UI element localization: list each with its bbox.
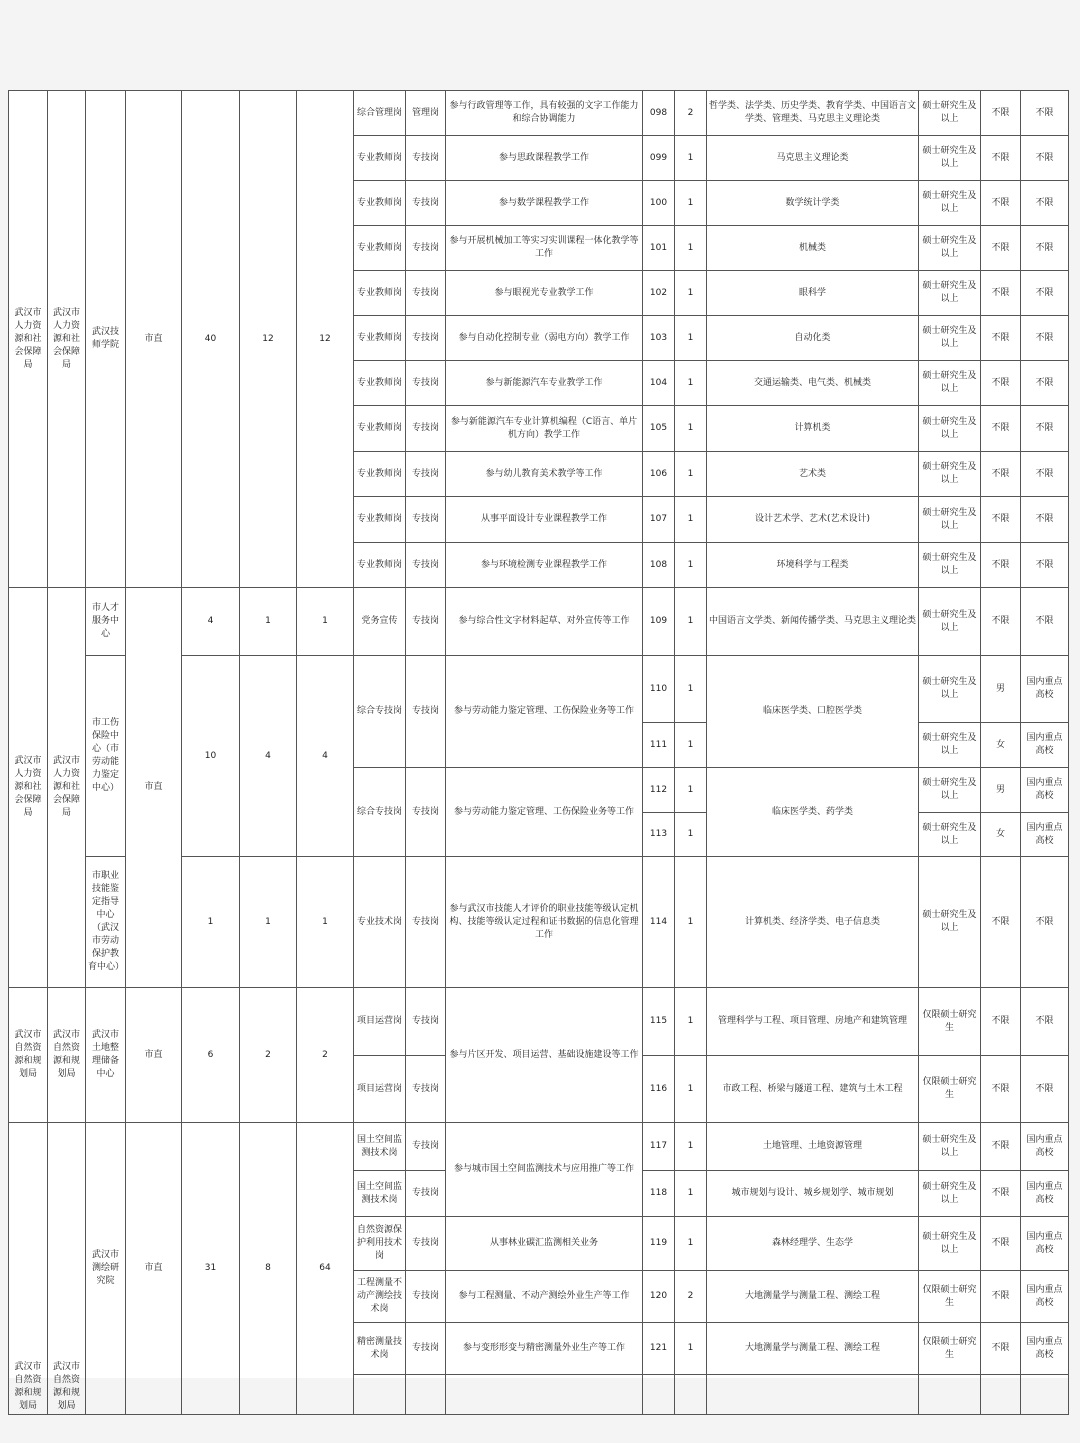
post-quota-cell: 1 [675, 271, 707, 316]
level-cell: 市直 [126, 588, 182, 988]
education-cell: 硕士研究生及以上 [919, 361, 981, 406]
post-quota-cell: 2 [675, 1271, 707, 1323]
education-cell: 硕士研究生及以上 [919, 271, 981, 316]
empty-cell [406, 1375, 446, 1415]
post-name-cell: 自然资源保护利用技术岗 [354, 1217, 406, 1271]
post-type-cell: 专技岗 [406, 497, 446, 543]
post-description-cell: 参与劳动能力鉴定管理、工伤保险业务等工作 [446, 768, 643, 857]
post-description-cell: 参与幼儿教育美术教学等工作 [446, 452, 643, 497]
gender-cell: 不限 [981, 588, 1021, 656]
post-name-cell: 精密测量技术岗 [354, 1323, 406, 1375]
post-name-cell: 综合管理岗 [354, 91, 406, 136]
staff-quota-cell: 31 [182, 1123, 240, 1415]
major-cell: 哲学类、法学类、历史学类、教育学类、中国语言文学类、管理类、马克思主义理论类 [707, 91, 919, 136]
table-row [9, 91, 1069, 136]
school-cell: 国内重点高校 [1021, 813, 1069, 857]
post-code-cell: 117 [643, 1123, 675, 1171]
unit-cell: 市职业技能鉴定指导中心（武汉市劳动保护教育中心） [86, 857, 126, 988]
gender-cell: 不限 [981, 316, 1021, 361]
post-description-cell: 参与城市国土空间监测技术与应用推广等工作 [446, 1123, 643, 1217]
unit-cell: 武汉技师学院 [86, 91, 126, 588]
major-cell: 中国语言文学类、新闻传播学类、马克思主义理论类 [707, 588, 919, 656]
post-code-cell: 098 [643, 91, 675, 136]
gender-cell: 女 [981, 723, 1021, 768]
school-cell: 不限 [1021, 181, 1069, 226]
gender-cell: 不限 [981, 226, 1021, 271]
vacancy-cell: 8 [240, 1123, 297, 1415]
school-cell: 国内重点高校 [1021, 1123, 1069, 1171]
school-cell: 不限 [1021, 271, 1069, 316]
post-description-cell: 参与武汉市技能人才评价的职业技能等级认定机构、技能等级认定过程和证书数据的信息化管理工作 [446, 857, 643, 988]
post-name-cell: 专业教师岗 [354, 181, 406, 226]
major-cell: 计算机类、经济学类、电子信息类 [707, 857, 919, 988]
empty-cell [919, 1375, 981, 1415]
education-cell: 仅限硕士研究生 [919, 1323, 981, 1375]
post-name-cell: 国土空间监测技术岗 [354, 1123, 406, 1171]
school-cell: 国内重点高校 [1021, 1271, 1069, 1323]
post-name-cell: 专业教师岗 [354, 271, 406, 316]
post-name-cell: 专业教师岗 [354, 316, 406, 361]
education-cell: 硕士研究生及以上 [919, 181, 981, 226]
job-table [8, 90, 1069, 1415]
gender-cell: 不限 [981, 181, 1021, 226]
post-type-cell: 专技岗 [406, 656, 446, 768]
post-type-cell: 专技岗 [406, 1217, 446, 1271]
post-code-cell: 103 [643, 316, 675, 361]
department-cell: 武汉市人力资源和社会保障局 [9, 588, 48, 988]
major-cell: 自动化类 [707, 316, 919, 361]
post-code-cell: 112 [643, 768, 675, 813]
post-code-cell: 119 [643, 1217, 675, 1271]
major-cell: 市政工程、桥梁与隧道工程、建筑与土木工程 [707, 1056, 919, 1123]
gender-cell: 不限 [981, 1171, 1021, 1217]
post-code-cell: 104 [643, 361, 675, 406]
post-code-cell: 115 [643, 988, 675, 1056]
major-cell: 森林经理学、生态学 [707, 1217, 919, 1271]
gender-cell: 男 [981, 768, 1021, 813]
empty-cell [354, 1375, 406, 1415]
gender-cell: 不限 [981, 361, 1021, 406]
gender-cell: 不限 [981, 1056, 1021, 1123]
job-table-scan [8, 90, 1068, 1411]
level-cell: 市直 [126, 1123, 182, 1415]
school-cell: 不限 [1021, 316, 1069, 361]
plan-count-cell: 1 [297, 857, 354, 988]
post-description-cell: 从事平面设计专业课程教学工作 [446, 497, 643, 543]
post-description-cell: 参与数学课程教学工作 [446, 181, 643, 226]
major-cell: 数学统计学类 [707, 181, 919, 226]
level-cell: 市直 [126, 988, 182, 1123]
post-type-cell: 专技岗 [406, 452, 446, 497]
post-code-cell: 120 [643, 1271, 675, 1323]
post-description-cell: 参与新能源汽车专业计算机编程（C语言、单片机方向）教学工作 [446, 406, 643, 452]
school-cell: 国内重点高校 [1021, 723, 1069, 768]
post-quota-cell: 1 [675, 1323, 707, 1375]
post-code-cell: 107 [643, 497, 675, 543]
post-name-cell: 工程测量不动产测绘技术岗 [354, 1271, 406, 1323]
post-name-cell: 综合专技岗 [354, 656, 406, 768]
post-name-cell: 专业教师岗 [354, 406, 406, 452]
major-cell: 设计艺术学、艺术(艺术设计) [707, 497, 919, 543]
post-quota-cell: 1 [675, 723, 707, 768]
post-code-cell: 106 [643, 452, 675, 497]
department-cell: 武汉市人力资源和社会保障局 [9, 91, 48, 588]
school-cell: 国内重点高校 [1021, 656, 1069, 723]
major-cell: 大地测量学与测量工程、测绘工程 [707, 1323, 919, 1375]
education-cell: 硕士研究生及以上 [919, 452, 981, 497]
major-cell: 眼科学 [707, 271, 919, 316]
post-quota-cell: 1 [675, 1123, 707, 1171]
post-quota-cell: 1 [675, 452, 707, 497]
unit-cell: 市工伤保险中心（市劳动能力鉴定中心） [86, 656, 126, 857]
post-quota-cell: 1 [675, 768, 707, 813]
post-code-cell: 118 [643, 1171, 675, 1217]
post-type-cell: 专技岗 [406, 1123, 446, 1171]
post-name-cell: 专业技术岗 [354, 857, 406, 988]
post-name-cell: 项目运营岗 [354, 1056, 406, 1123]
education-cell: 硕士研究生及以上 [919, 497, 981, 543]
gender-cell: 不限 [981, 1217, 1021, 1271]
gender-cell: 不限 [981, 497, 1021, 543]
post-type-cell: 专技岗 [406, 361, 446, 406]
school-cell: 国内重点高校 [1021, 1323, 1069, 1375]
vacancy-cell: 4 [240, 656, 297, 857]
major-cell: 计算机类 [707, 406, 919, 452]
post-type-cell: 专技岗 [406, 588, 446, 656]
plan-count-cell: 64 [297, 1123, 354, 1415]
school-cell: 不限 [1021, 588, 1069, 656]
post-description-cell: 参与行政管理等工作，具有较强的文字工作能力和综合协调能力 [446, 91, 643, 136]
post-name-cell: 专业教师岗 [354, 543, 406, 588]
vacancy-cell: 1 [240, 857, 297, 988]
vacancy-cell: 12 [240, 91, 297, 588]
school-cell: 国内重点高校 [1021, 1217, 1069, 1271]
department-cell: 武汉市自然资源和规划局 [9, 1123, 48, 1415]
post-quota-cell: 1 [675, 361, 707, 406]
post-name-cell: 专业教师岗 [354, 497, 406, 543]
hiring-agency-cell: 武汉市人力资源和社会保障局 [48, 588, 86, 988]
vacancy-cell: 2 [240, 988, 297, 1123]
post-name-cell: 专业教师岗 [354, 136, 406, 181]
major-cell: 土地管理、土地资源管理 [707, 1123, 919, 1171]
education-cell: 硕士研究生及以上 [919, 588, 981, 656]
hiring-agency-cell: 武汉市自然资源和规划局 [48, 988, 86, 1123]
education-cell: 硕士研究生及以上 [919, 543, 981, 588]
post-code-cell: 108 [643, 543, 675, 588]
major-cell: 交通运输类、电气类、机械类 [707, 361, 919, 406]
empty-cell [643, 1375, 675, 1415]
post-quota-cell: 1 [675, 543, 707, 588]
school-cell: 国内重点高校 [1021, 1171, 1069, 1217]
post-description-cell: 参与新能源汽车专业教学工作 [446, 361, 643, 406]
post-name-cell: 项目运营岗 [354, 988, 406, 1056]
major-cell: 环境科学与工程类 [707, 543, 919, 588]
post-description-cell: 从事林业碳汇监测相关业务 [446, 1217, 643, 1271]
education-cell: 硕士研究生及以上 [919, 1123, 981, 1171]
post-quota-cell: 1 [675, 813, 707, 857]
gender-cell: 男 [981, 656, 1021, 723]
education-cell: 硕士研究生及以上 [919, 406, 981, 452]
post-name-cell: 专业教师岗 [354, 361, 406, 406]
post-description-cell: 参与眼视光专业教学工作 [446, 271, 643, 316]
education-cell: 硕士研究生及以上 [919, 91, 981, 136]
level-cell: 市直 [126, 91, 182, 588]
post-quota-cell: 1 [675, 226, 707, 271]
post-description-cell: 参与劳动能力鉴定管理、工伤保险业务等工作 [446, 656, 643, 768]
gender-cell: 不限 [981, 1123, 1021, 1171]
post-type-cell: 专技岗 [406, 1323, 446, 1375]
gender-cell: 不限 [981, 91, 1021, 136]
table-row [9, 588, 1069, 656]
plan-count-cell: 4 [297, 656, 354, 857]
post-quota-cell: 1 [675, 988, 707, 1056]
staff-quota-cell: 40 [182, 91, 240, 588]
school-cell: 不限 [1021, 136, 1069, 181]
post-quota-cell: 1 [675, 1056, 707, 1123]
post-name-cell: 综合专技岗 [354, 768, 406, 857]
post-description-cell: 参与开展机械加工等实习实训课程一体化教学等工作 [446, 226, 643, 271]
education-cell: 硕士研究生及以上 [919, 136, 981, 181]
post-type-cell: 专技岗 [406, 316, 446, 361]
education-cell: 硕士研究生及以上 [919, 723, 981, 768]
post-quota-cell: 1 [675, 588, 707, 656]
plan-count-cell: 2 [297, 988, 354, 1123]
major-cell: 临床医学类、口腔医学类 [707, 656, 919, 768]
post-quota-cell: 1 [675, 136, 707, 181]
school-cell: 不限 [1021, 406, 1069, 452]
major-cell: 城市规划与设计、城乡规划学、城市规划 [707, 1171, 919, 1217]
gender-cell: 女 [981, 813, 1021, 857]
school-cell: 不限 [1021, 361, 1069, 406]
post-description-cell: 参与思政课程教学工作 [446, 136, 643, 181]
post-code-cell: 102 [643, 271, 675, 316]
staff-quota-cell: 10 [182, 656, 240, 857]
gender-cell: 不限 [981, 271, 1021, 316]
empty-cell [981, 1375, 1021, 1415]
empty-cell [675, 1375, 707, 1415]
table-row [9, 1123, 1069, 1171]
post-quota-cell: 1 [675, 1171, 707, 1217]
education-cell: 硕士研究生及以上 [919, 316, 981, 361]
post-type-cell: 专技岗 [406, 857, 446, 988]
post-code-cell: 105 [643, 406, 675, 452]
post-description-cell: 参与自动化控制专业（弱电方向）教学工作 [446, 316, 643, 361]
school-cell: 不限 [1021, 226, 1069, 271]
school-cell: 不限 [1021, 543, 1069, 588]
education-cell: 硕士研究生及以上 [919, 857, 981, 988]
post-type-cell: 专技岗 [406, 988, 446, 1056]
post-description-cell: 参与环境检测专业课程教学工作 [446, 543, 643, 588]
post-description-cell: 参与工程测量、不动产测绘外业生产等工作 [446, 1271, 643, 1323]
education-cell: 硕士研究生及以上 [919, 768, 981, 813]
vacancy-cell: 1 [240, 588, 297, 656]
post-type-cell: 专技岗 [406, 1056, 446, 1123]
post-code-cell: 121 [643, 1323, 675, 1375]
school-cell: 不限 [1021, 857, 1069, 988]
post-type-cell: 专技岗 [406, 136, 446, 181]
school-cell: 不限 [1021, 988, 1069, 1056]
post-quota-cell: 1 [675, 181, 707, 226]
unit-cell: 市人才服务中心 [86, 588, 126, 656]
education-cell: 硕士研究生及以上 [919, 1171, 981, 1217]
post-quota-cell: 1 [675, 497, 707, 543]
education-cell: 仅限硕士研究生 [919, 988, 981, 1056]
post-description-cell: 参与变形形变与精密测量外业生产等工作 [446, 1323, 643, 1375]
major-cell: 临床医学类、药学类 [707, 768, 919, 857]
education-cell: 仅限硕士研究生 [919, 1056, 981, 1123]
post-description-cell: 参与综合性文字材料起草、对外宣传等工作 [446, 588, 643, 656]
staff-quota-cell: 6 [182, 988, 240, 1123]
plan-count-cell: 1 [297, 588, 354, 656]
gender-cell: 不限 [981, 452, 1021, 497]
unit-cell: 武汉市土地整理储备中心 [86, 988, 126, 1123]
empty-cell [707, 1375, 919, 1415]
post-quota-cell: 1 [675, 1217, 707, 1271]
post-type-cell: 专技岗 [406, 1271, 446, 1323]
post-type-cell: 专技岗 [406, 768, 446, 857]
gender-cell: 不限 [981, 857, 1021, 988]
post-type-cell: 专技岗 [406, 543, 446, 588]
post-quota-cell: 1 [675, 406, 707, 452]
post-description-cell: 参与片区开发、项目运营、基础设施建设等工作 [446, 988, 643, 1123]
gender-cell: 不限 [981, 406, 1021, 452]
school-cell: 不限 [1021, 91, 1069, 136]
post-code-cell: 113 [643, 813, 675, 857]
post-name-cell: 国土空间监测技术岗 [354, 1171, 406, 1217]
education-cell: 硕士研究生及以上 [919, 656, 981, 723]
gender-cell: 不限 [981, 543, 1021, 588]
school-cell: 国内重点高校 [1021, 768, 1069, 813]
post-name-cell: 专业教师岗 [354, 226, 406, 271]
unit-cell: 武汉市测绘研究院 [86, 1123, 126, 1415]
post-code-cell: 114 [643, 857, 675, 988]
post-code-cell: 100 [643, 181, 675, 226]
post-name-cell: 党务宣传 [354, 588, 406, 656]
education-cell: 硕士研究生及以上 [919, 1217, 981, 1271]
department-cell: 武汉市自然资源和规划局 [9, 988, 48, 1123]
plan-count-cell: 12 [297, 91, 354, 588]
hiring-agency-cell: 武汉市自然资源和规划局 [48, 1123, 86, 1415]
hiring-agency-cell: 武汉市人力资源和社会保障局 [48, 91, 86, 588]
staff-quota-cell: 4 [182, 588, 240, 656]
post-code-cell: 101 [643, 226, 675, 271]
table-row [9, 988, 1069, 1056]
post-code-cell: 110 [643, 656, 675, 723]
major-cell: 艺术类 [707, 452, 919, 497]
school-cell: 不限 [1021, 497, 1069, 543]
school-cell: 不限 [1021, 1056, 1069, 1123]
post-quota-cell: 1 [675, 656, 707, 723]
post-type-cell: 专技岗 [406, 181, 446, 226]
post-quota-cell: 2 [675, 91, 707, 136]
education-cell: 硕士研究生及以上 [919, 813, 981, 857]
gender-cell: 不限 [981, 136, 1021, 181]
post-code-cell: 116 [643, 1056, 675, 1123]
education-cell: 硕士研究生及以上 [919, 226, 981, 271]
post-type-cell: 专技岗 [406, 271, 446, 316]
major-cell: 马克思主义理论类 [707, 136, 919, 181]
empty-cell [1021, 1375, 1069, 1415]
post-quota-cell: 1 [675, 857, 707, 988]
major-cell: 管理科学与工程、项目管理、房地产和建筑管理 [707, 988, 919, 1056]
major-cell: 机械类 [707, 226, 919, 271]
post-type-cell: 专技岗 [406, 1171, 446, 1217]
school-cell: 不限 [1021, 452, 1069, 497]
post-type-cell: 专技岗 [406, 226, 446, 271]
post-quota-cell: 1 [675, 316, 707, 361]
post-name-cell: 专业教师岗 [354, 452, 406, 497]
post-type-cell: 专技岗 [406, 406, 446, 452]
empty-cell [446, 1375, 643, 1415]
staff-quota-cell: 1 [182, 857, 240, 988]
gender-cell: 不限 [981, 1323, 1021, 1375]
major-cell: 大地测量学与测量工程、测绘工程 [707, 1271, 919, 1323]
post-code-cell: 109 [643, 588, 675, 656]
gender-cell: 不限 [981, 988, 1021, 1056]
gender-cell: 不限 [981, 1271, 1021, 1323]
post-code-cell: 099 [643, 136, 675, 181]
post-code-cell: 111 [643, 723, 675, 768]
post-type-cell: 管理岗 [406, 91, 446, 136]
education-cell: 仅限硕士研究生 [919, 1271, 981, 1323]
